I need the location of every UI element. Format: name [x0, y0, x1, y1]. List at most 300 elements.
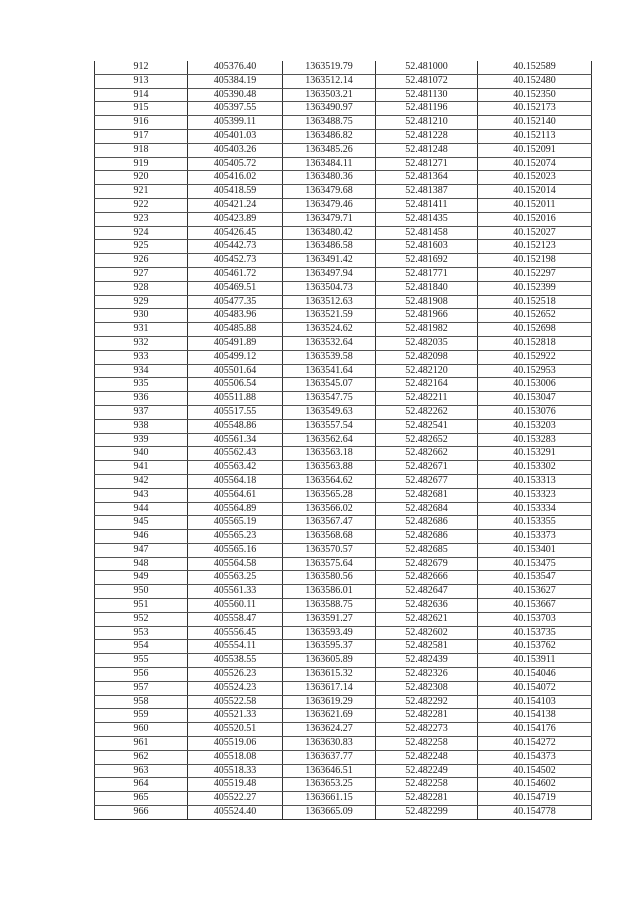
point-number-cell: 943: [95, 488, 188, 502]
longitude-cell: 40.152173: [478, 102, 592, 116]
latitude-cell: 52.482299: [376, 806, 478, 820]
longitude-cell: 40.152698: [478, 323, 592, 337]
x-coordinate-cell: 405563.25: [188, 571, 283, 585]
y-coordinate-cell: 1363624.27: [283, 723, 376, 737]
longitude-cell: 40.152023: [478, 171, 592, 185]
latitude-cell: 52.481411: [376, 198, 478, 212]
x-coordinate-cell: 405499.12: [188, 350, 283, 364]
longitude-cell: 40.152953: [478, 364, 592, 378]
y-coordinate-cell: 1363665.09: [283, 806, 376, 820]
table-row: [95, 364, 592, 378]
y-coordinate-cell: 1363521.59: [283, 309, 376, 323]
x-coordinate-cell: 405522.27: [188, 792, 283, 806]
table-row: [95, 405, 592, 419]
y-coordinate-cell: 1363595.37: [283, 640, 376, 654]
table-row: [95, 281, 592, 295]
latitude-cell: 52.482541: [376, 419, 478, 433]
x-coordinate-cell: 405384.19: [188, 74, 283, 88]
point-number-cell: 956: [95, 668, 188, 682]
y-coordinate-cell: 1363593.49: [283, 626, 376, 640]
point-number-cell: 954: [95, 640, 188, 654]
y-coordinate-cell: 1363615.32: [283, 668, 376, 682]
y-coordinate-cell: 1363563.88: [283, 461, 376, 475]
latitude-cell: 52.481840: [376, 281, 478, 295]
table-row: [95, 543, 592, 557]
y-coordinate-cell: 1363524.62: [283, 323, 376, 337]
longitude-cell: 40.152350: [478, 88, 592, 102]
point-number-cell: 937: [95, 405, 188, 419]
x-coordinate-cell: 405518.08: [188, 750, 283, 764]
point-number-cell: 927: [95, 267, 188, 281]
latitude-cell: 52.482636: [376, 599, 478, 613]
table-row: [95, 461, 592, 475]
longitude-cell: 40.152140: [478, 116, 592, 130]
y-coordinate-cell: 1363563.18: [283, 447, 376, 461]
point-number-cell: 962: [95, 750, 188, 764]
point-number-cell: 945: [95, 516, 188, 530]
point-number-cell: 964: [95, 778, 188, 792]
point-number-cell: 932: [95, 336, 188, 350]
y-coordinate-cell: 1363541.64: [283, 364, 376, 378]
x-coordinate-cell: 405561.33: [188, 585, 283, 599]
table-row: [95, 557, 592, 571]
latitude-cell: 52.482292: [376, 695, 478, 709]
table-row: [95, 571, 592, 585]
latitude-cell: 52.481248: [376, 143, 478, 157]
longitude-cell: 40.152297: [478, 267, 592, 281]
point-number-cell: 917: [95, 129, 188, 143]
x-coordinate-cell: 405521.33: [188, 709, 283, 723]
table-row: [95, 778, 592, 792]
latitude-cell: 52.481771: [376, 267, 478, 281]
latitude-cell: 52.481603: [376, 240, 478, 254]
latitude-cell: 52.481692: [376, 254, 478, 268]
table-row: [95, 516, 592, 530]
table-row: [95, 695, 592, 709]
latitude-cell: 52.482308: [376, 681, 478, 695]
latitude-cell: 52.482681: [376, 488, 478, 502]
table-row: [95, 198, 592, 212]
point-number-cell: 912: [95, 61, 188, 74]
x-coordinate-cell: 405561.34: [188, 433, 283, 447]
latitude-cell: 52.482581: [376, 640, 478, 654]
y-coordinate-cell: 1363490.97: [283, 102, 376, 116]
longitude-cell: 40.154138: [478, 709, 592, 723]
y-coordinate-cell: 1363619.29: [283, 695, 376, 709]
table-row: [95, 709, 592, 723]
table-row: [95, 392, 592, 406]
table-row: [95, 309, 592, 323]
y-coordinate-cell: 1363479.68: [283, 185, 376, 199]
point-number-cell: 951: [95, 599, 188, 613]
table-row: [95, 102, 592, 116]
x-coordinate-cell: 405421.24: [188, 198, 283, 212]
x-coordinate-cell: 405565.16: [188, 543, 283, 557]
y-coordinate-cell: 1363484.11: [283, 157, 376, 171]
table-row: [95, 157, 592, 171]
table-row: [95, 488, 592, 502]
table-row: [95, 599, 592, 613]
y-coordinate-cell: 1363503.21: [283, 88, 376, 102]
coordinates-table: [94, 61, 592, 820]
y-coordinate-cell: 1363512.63: [283, 295, 376, 309]
y-coordinate-cell: 1363605.89: [283, 654, 376, 668]
table-row: [95, 143, 592, 157]
point-number-cell: 941: [95, 461, 188, 475]
longitude-cell: 40.152027: [478, 226, 592, 240]
x-coordinate-cell: 405558.47: [188, 612, 283, 626]
x-coordinate-cell: 405524.23: [188, 681, 283, 695]
table-row: [95, 171, 592, 185]
latitude-cell: 52.482035: [376, 336, 478, 350]
table-row: [95, 116, 592, 130]
y-coordinate-cell: 1363480.42: [283, 226, 376, 240]
point-number-cell: 942: [95, 474, 188, 488]
longitude-cell: 40.152518: [478, 295, 592, 309]
longitude-cell: 40.152652: [478, 309, 592, 323]
longitude-cell: 40.152589: [478, 61, 592, 74]
table-row: [95, 74, 592, 88]
point-number-cell: 918: [95, 143, 188, 157]
x-coordinate-cell: 405397.55: [188, 102, 283, 116]
longitude-cell: 40.153313: [478, 474, 592, 488]
y-coordinate-cell: 1363491.42: [283, 254, 376, 268]
y-coordinate-cell: 1363547.75: [283, 392, 376, 406]
table-row: [95, 681, 592, 695]
longitude-cell: 40.152014: [478, 185, 592, 199]
latitude-cell: 52.482326: [376, 668, 478, 682]
point-number-cell: 953: [95, 626, 188, 640]
y-coordinate-cell: 1363486.58: [283, 240, 376, 254]
point-number-cell: 920: [95, 171, 188, 185]
point-number-cell: 928: [95, 281, 188, 295]
x-coordinate-cell: 405423.89: [188, 212, 283, 226]
x-coordinate-cell: 405519.48: [188, 778, 283, 792]
x-coordinate-cell: 405506.54: [188, 378, 283, 392]
longitude-cell: 40.154778: [478, 806, 592, 820]
point-number-cell: 921: [95, 185, 188, 199]
x-coordinate-cell: 405526.23: [188, 668, 283, 682]
point-number-cell: 914: [95, 88, 188, 102]
table-row: [95, 295, 592, 309]
point-number-cell: 933: [95, 350, 188, 364]
document-page: [94, 61, 591, 820]
longitude-cell: 40.152399: [478, 281, 592, 295]
point-number-cell: 955: [95, 654, 188, 668]
table-row: [95, 474, 592, 488]
latitude-cell: 52.481908: [376, 295, 478, 309]
point-number-cell: 959: [95, 709, 188, 723]
longitude-cell: 40.153283: [478, 433, 592, 447]
x-coordinate-cell: 405538.55: [188, 654, 283, 668]
latitude-cell: 52.482666: [376, 571, 478, 585]
y-coordinate-cell: 1363661.15: [283, 792, 376, 806]
x-coordinate-cell: 405376.40: [188, 61, 283, 74]
latitude-cell: 52.482098: [376, 350, 478, 364]
table-row: [95, 723, 592, 737]
y-coordinate-cell: 1363512.14: [283, 74, 376, 88]
latitude-cell: 52.482685: [376, 543, 478, 557]
table-row: [95, 226, 592, 240]
table-row: [95, 323, 592, 337]
latitude-cell: 52.481000: [376, 61, 478, 74]
longitude-cell: 40.153703: [478, 612, 592, 626]
longitude-cell: 40.154272: [478, 737, 592, 751]
y-coordinate-cell: 1363480.36: [283, 171, 376, 185]
longitude-cell: 40.152818: [478, 336, 592, 350]
point-number-cell: 930: [95, 309, 188, 323]
longitude-cell: 40.153355: [478, 516, 592, 530]
point-number-cell: 950: [95, 585, 188, 599]
longitude-cell: 40.153323: [478, 488, 592, 502]
y-coordinate-cell: 1363504.73: [283, 281, 376, 295]
longitude-cell: 40.154602: [478, 778, 592, 792]
latitude-cell: 52.482262: [376, 405, 478, 419]
point-number-cell: 961: [95, 737, 188, 751]
table-row: [95, 378, 592, 392]
table-row: [95, 433, 592, 447]
point-number-cell: 944: [95, 502, 188, 516]
longitude-cell: 40.152091: [478, 143, 592, 157]
latitude-cell: 52.481196: [376, 102, 478, 116]
longitude-cell: 40.152198: [478, 254, 592, 268]
latitude-cell: 52.481130: [376, 88, 478, 102]
point-number-cell: 948: [95, 557, 188, 571]
x-coordinate-cell: 405399.11: [188, 116, 283, 130]
longitude-cell: 40.153475: [478, 557, 592, 571]
latitude-cell: 52.482684: [376, 502, 478, 516]
x-coordinate-cell: 405556.45: [188, 626, 283, 640]
table-row: [95, 88, 592, 102]
x-coordinate-cell: 405426.45: [188, 226, 283, 240]
x-coordinate-cell: 405485.88: [188, 323, 283, 337]
longitude-cell: 40.153667: [478, 599, 592, 613]
y-coordinate-cell: 1363566.02: [283, 502, 376, 516]
x-coordinate-cell: 405403.26: [188, 143, 283, 157]
longitude-cell: 40.154103: [478, 695, 592, 709]
x-coordinate-cell: 405564.61: [188, 488, 283, 502]
x-coordinate-cell: 405390.48: [188, 88, 283, 102]
y-coordinate-cell: 1363588.75: [283, 599, 376, 613]
table-row: [95, 254, 592, 268]
table-row: [95, 654, 592, 668]
y-coordinate-cell: 1363532.64: [283, 336, 376, 350]
y-coordinate-cell: 1363479.71: [283, 212, 376, 226]
point-number-cell: 952: [95, 612, 188, 626]
x-coordinate-cell: 405564.58: [188, 557, 283, 571]
longitude-cell: 40.152074: [478, 157, 592, 171]
point-number-cell: 946: [95, 530, 188, 544]
x-coordinate-cell: 405519.06: [188, 737, 283, 751]
latitude-cell: 52.482281: [376, 709, 478, 723]
longitude-cell: 40.152011: [478, 198, 592, 212]
table-row: [95, 267, 592, 281]
table-row: [95, 502, 592, 516]
point-number-cell: 934: [95, 364, 188, 378]
latitude-cell: 52.482164: [376, 378, 478, 392]
latitude-cell: 52.482249: [376, 764, 478, 778]
latitude-cell: 52.482258: [376, 778, 478, 792]
table-row: [95, 419, 592, 433]
y-coordinate-cell: 1363565.28: [283, 488, 376, 502]
table-row: [95, 350, 592, 364]
table-row: [95, 447, 592, 461]
longitude-cell: 40.154176: [478, 723, 592, 737]
table-row: [95, 764, 592, 778]
x-coordinate-cell: 405563.42: [188, 461, 283, 475]
longitude-cell: 40.153762: [478, 640, 592, 654]
point-number-cell: 949: [95, 571, 188, 585]
point-number-cell: 915: [95, 102, 188, 116]
x-coordinate-cell: 405520.51: [188, 723, 283, 737]
longitude-cell: 40.153547: [478, 571, 592, 585]
y-coordinate-cell: 1363479.46: [283, 198, 376, 212]
y-coordinate-cell: 1363617.14: [283, 681, 376, 695]
latitude-cell: 52.482647: [376, 585, 478, 599]
point-number-cell: 935: [95, 378, 188, 392]
y-coordinate-cell: 1363519.79: [283, 61, 376, 74]
latitude-cell: 52.482273: [376, 723, 478, 737]
latitude-cell: 52.482120: [376, 364, 478, 378]
table-row: [95, 61, 592, 74]
latitude-cell: 52.482652: [376, 433, 478, 447]
x-coordinate-cell: 405564.18: [188, 474, 283, 488]
latitude-cell: 52.482248: [376, 750, 478, 764]
latitude-cell: 52.482677: [376, 474, 478, 488]
y-coordinate-cell: 1363621.69: [283, 709, 376, 723]
point-number-cell: 923: [95, 212, 188, 226]
y-coordinate-cell: 1363539.58: [283, 350, 376, 364]
longitude-cell: 40.153047: [478, 392, 592, 406]
point-number-cell: 919: [95, 157, 188, 171]
longitude-cell: 40.153302: [478, 461, 592, 475]
y-coordinate-cell: 1363568.68: [283, 530, 376, 544]
point-number-cell: 925: [95, 240, 188, 254]
latitude-cell: 52.482671: [376, 461, 478, 475]
latitude-cell: 52.482686: [376, 530, 478, 544]
y-coordinate-cell: 1363562.64: [283, 433, 376, 447]
x-coordinate-cell: 405548.86: [188, 419, 283, 433]
x-coordinate-cell: 405477.35: [188, 295, 283, 309]
x-coordinate-cell: 405560.11: [188, 599, 283, 613]
longitude-cell: 40.154072: [478, 681, 592, 695]
x-coordinate-cell: 405565.23: [188, 530, 283, 544]
x-coordinate-cell: 405524.40: [188, 806, 283, 820]
point-number-cell: 940: [95, 447, 188, 461]
point-number-cell: 924: [95, 226, 188, 240]
x-coordinate-cell: 405469.51: [188, 281, 283, 295]
x-coordinate-cell: 405511.88: [188, 392, 283, 406]
table-row: [95, 212, 592, 226]
latitude-cell: 52.482258: [376, 737, 478, 751]
longitude-cell: 40.152480: [478, 74, 592, 88]
x-coordinate-cell: 405418.59: [188, 185, 283, 199]
x-coordinate-cell: 405522.58: [188, 695, 283, 709]
longitude-cell: 40.153735: [478, 626, 592, 640]
latitude-cell: 52.482621: [376, 612, 478, 626]
latitude-cell: 52.481458: [376, 226, 478, 240]
table-row: [95, 585, 592, 599]
y-coordinate-cell: 1363591.27: [283, 612, 376, 626]
y-coordinate-cell: 1363653.25: [283, 778, 376, 792]
latitude-cell: 52.482602: [376, 626, 478, 640]
latitude-cell: 52.482686: [376, 516, 478, 530]
point-number-cell: 936: [95, 392, 188, 406]
y-coordinate-cell: 1363485.26: [283, 143, 376, 157]
longitude-cell: 40.153627: [478, 585, 592, 599]
table-row: [95, 737, 592, 751]
point-number-cell: 913: [95, 74, 188, 88]
table-row: [95, 240, 592, 254]
longitude-cell: 40.153401: [478, 543, 592, 557]
y-coordinate-cell: 1363557.54: [283, 419, 376, 433]
longitude-cell: 40.153076: [478, 405, 592, 419]
x-coordinate-cell: 405565.19: [188, 516, 283, 530]
x-coordinate-cell: 405442.73: [188, 240, 283, 254]
y-coordinate-cell: 1363564.62: [283, 474, 376, 488]
latitude-cell: 52.481072: [376, 74, 478, 88]
y-coordinate-cell: 1363497.94: [283, 267, 376, 281]
point-number-cell: 966: [95, 806, 188, 820]
coordinates-table-body: [95, 61, 592, 819]
x-coordinate-cell: 405501.64: [188, 364, 283, 378]
longitude-cell: 40.153911: [478, 654, 592, 668]
y-coordinate-cell: 1363486.82: [283, 129, 376, 143]
longitude-cell: 40.152922: [478, 350, 592, 364]
latitude-cell: 52.482211: [376, 392, 478, 406]
table-row: [95, 806, 592, 820]
x-coordinate-cell: 405416.02: [188, 171, 283, 185]
latitude-cell: 52.482679: [376, 557, 478, 571]
table-row: [95, 640, 592, 654]
longitude-cell: 40.154046: [478, 668, 592, 682]
x-coordinate-cell: 405562.43: [188, 447, 283, 461]
latitude-cell: 52.481210: [376, 116, 478, 130]
point-number-cell: 960: [95, 723, 188, 737]
table-row: [95, 750, 592, 764]
y-coordinate-cell: 1363545.07: [283, 378, 376, 392]
y-coordinate-cell: 1363570.57: [283, 543, 376, 557]
point-number-cell: 926: [95, 254, 188, 268]
x-coordinate-cell: 405491.89: [188, 336, 283, 350]
x-coordinate-cell: 405461.72: [188, 267, 283, 281]
point-number-cell: 929: [95, 295, 188, 309]
longitude-cell: 40.154502: [478, 764, 592, 778]
longitude-cell: 40.152113: [478, 129, 592, 143]
x-coordinate-cell: 405452.73: [188, 254, 283, 268]
latitude-cell: 52.481387: [376, 185, 478, 199]
x-coordinate-cell: 405517.55: [188, 405, 283, 419]
latitude-cell: 52.481982: [376, 323, 478, 337]
latitude-cell: 52.481966: [376, 309, 478, 323]
table-row: [95, 612, 592, 626]
latitude-cell: 52.482281: [376, 792, 478, 806]
table-row: [95, 336, 592, 350]
y-coordinate-cell: 1363646.51: [283, 764, 376, 778]
latitude-cell: 52.481271: [376, 157, 478, 171]
x-coordinate-cell: 405405.72: [188, 157, 283, 171]
longitude-cell: 40.153203: [478, 419, 592, 433]
x-coordinate-cell: 405518.33: [188, 764, 283, 778]
point-number-cell: 931: [95, 323, 188, 337]
longitude-cell: 40.153334: [478, 502, 592, 516]
latitude-cell: 52.482662: [376, 447, 478, 461]
point-number-cell: 963: [95, 764, 188, 778]
y-coordinate-cell: 1363637.77: [283, 750, 376, 764]
point-number-cell: 916: [95, 116, 188, 130]
longitude-cell: 40.153373: [478, 530, 592, 544]
latitude-cell: 52.481364: [376, 171, 478, 185]
